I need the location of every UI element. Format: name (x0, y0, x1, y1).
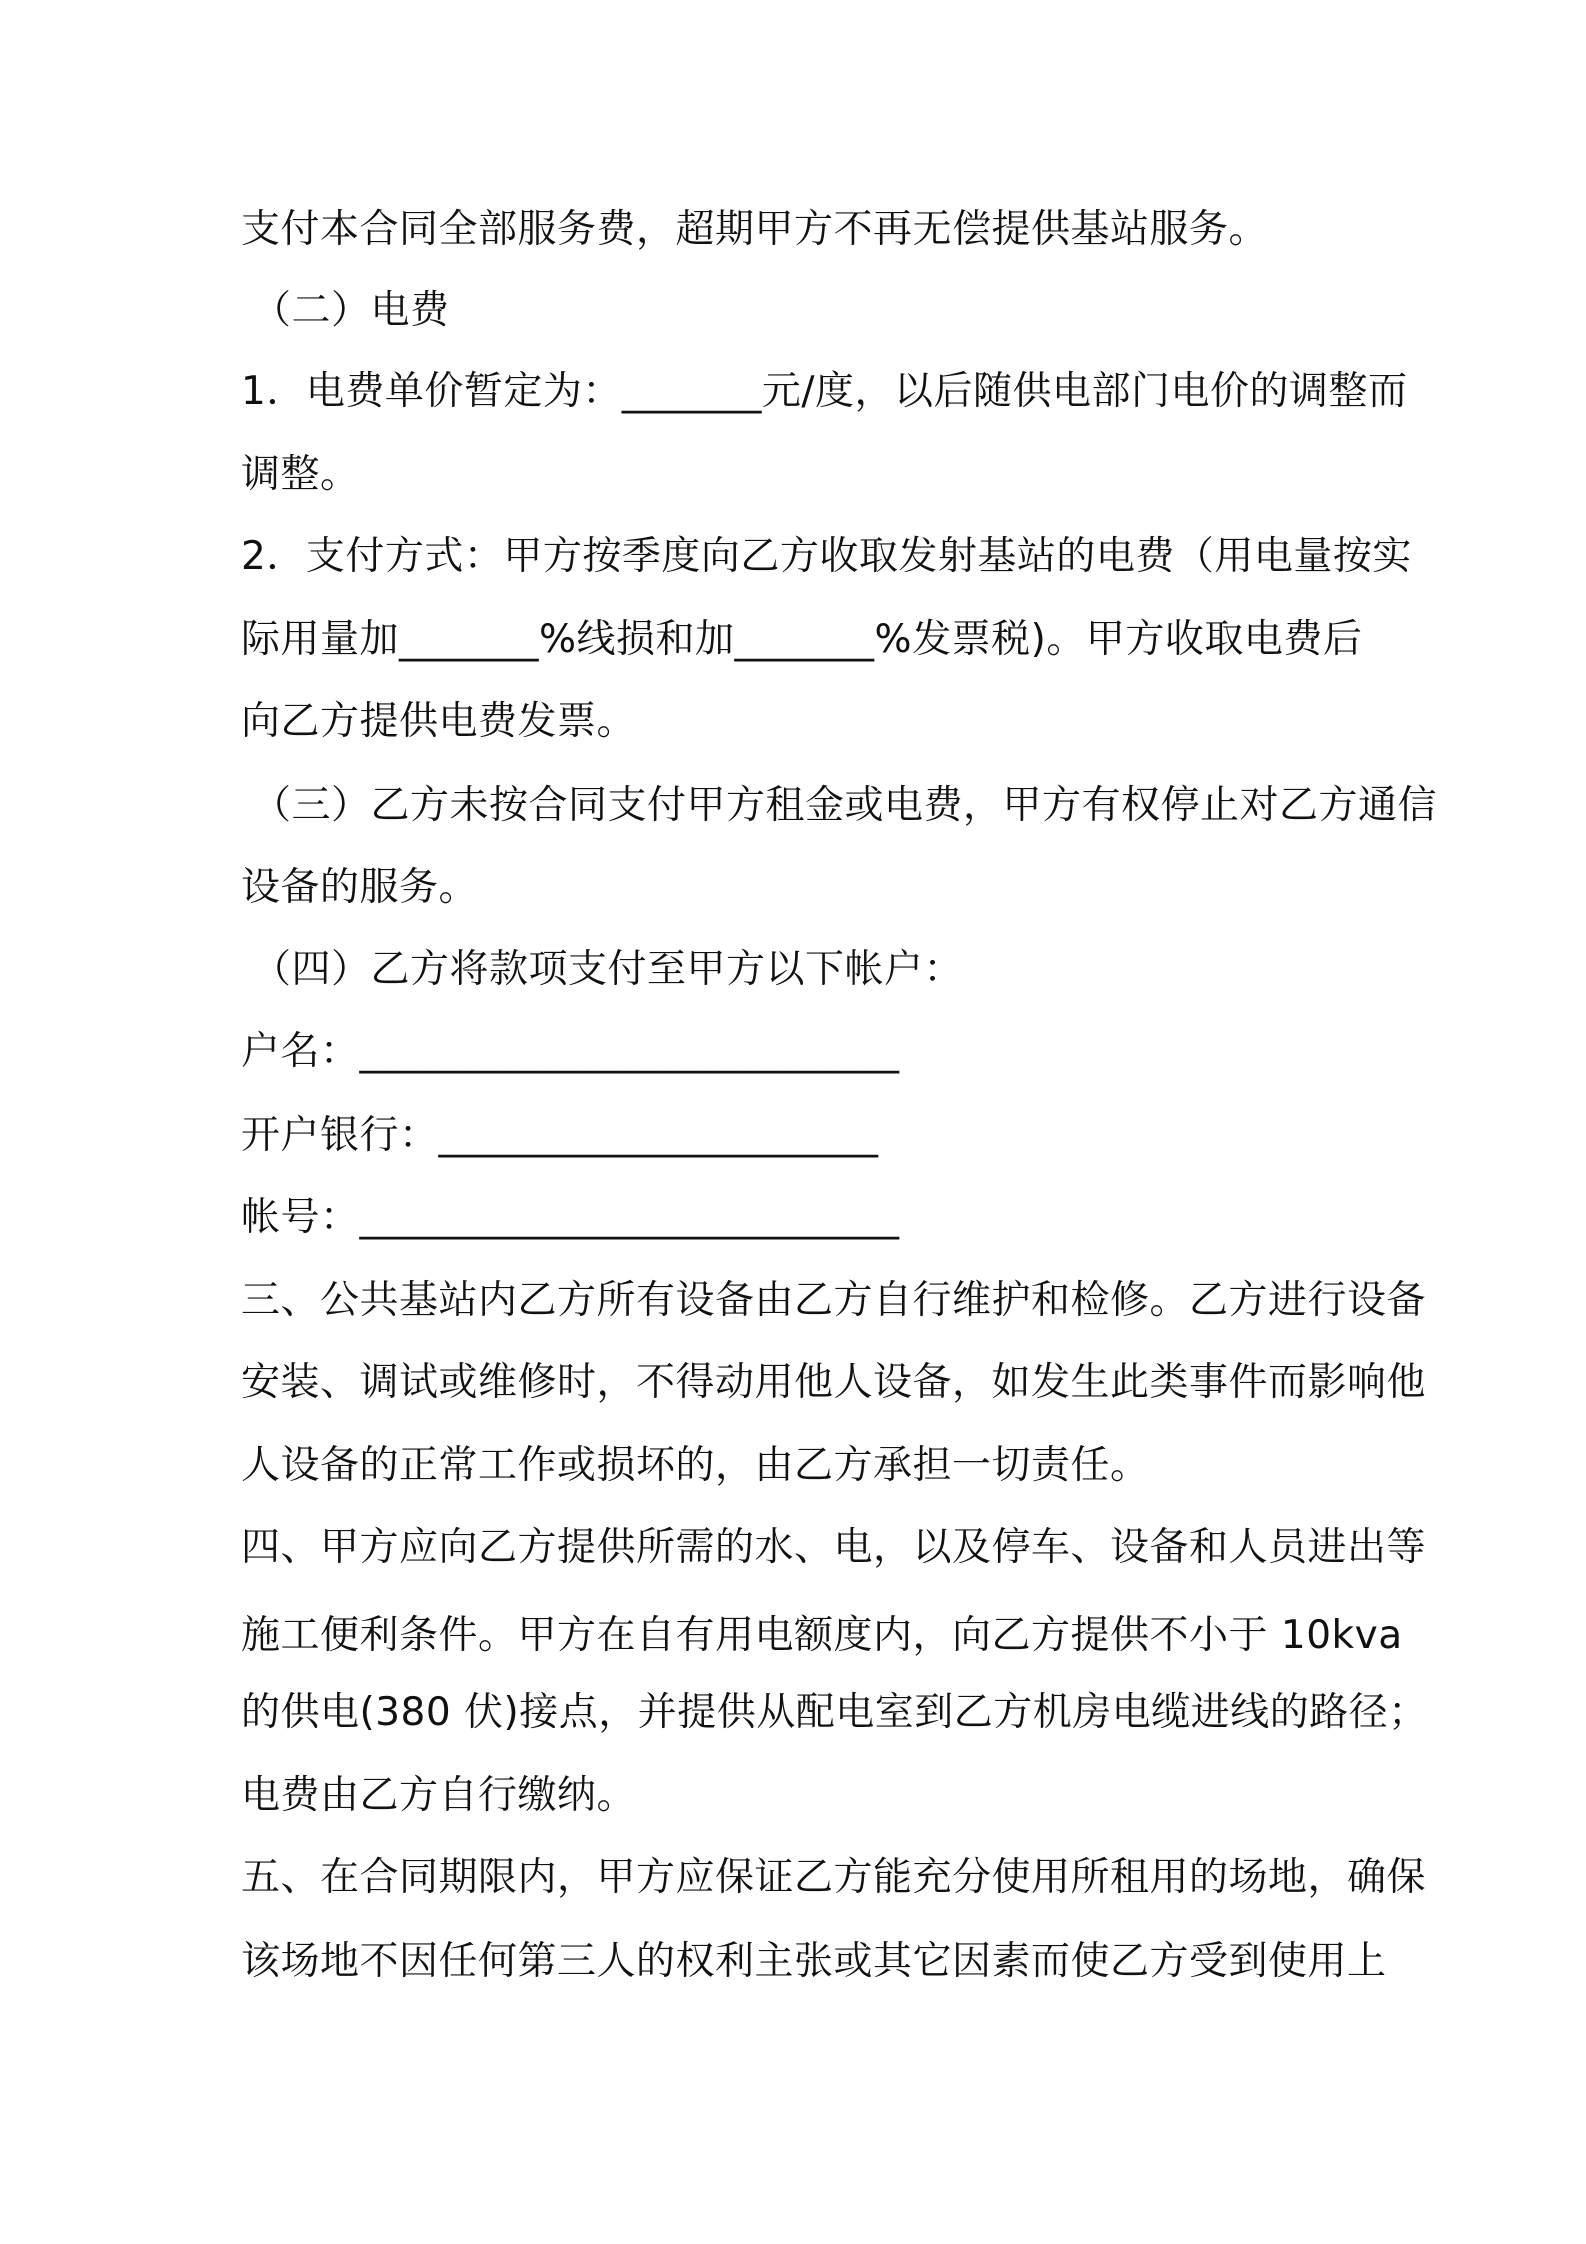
text-line: 四、甲方应向乙方提供所需的水、电，以及停车、设备和人员进出等 (241, 1525, 1427, 1570)
text-line: 三、公共基站内乙方所有设备由乙方自行维护和检修。乙方进行设备 (241, 1278, 1427, 1323)
section-heading: （二）电费 (252, 288, 450, 333)
text-line: 2．支付方式：甲方按季度向乙方收取发射基站的电费（用电量按实 (241, 534, 1412, 579)
text-line: 该场地不因任何第三人的权利主张或其它因素而使乙方受到使用上 (241, 1939, 1387, 1984)
text-line: 调整。 (241, 452, 360, 497)
text-line: 电费由乙方自行缴纳。 (241, 1773, 637, 1818)
bank-line: 开户银行：______________________ (241, 1113, 879, 1158)
text-line: 设备的服务。 (241, 865, 479, 910)
text-line: （三）乙方未按合同支付甲方租金或电费，甲方有权停止对乙方通信 (252, 783, 1438, 828)
account-name-line: 户名：___________________________ (241, 1029, 900, 1074)
text-line: 安装、调试或维修时，不得动用他人设备，如发生此类事件而影响他 (241, 1360, 1427, 1405)
text-line: （四）乙方将款项支付至甲方以下帐户： (252, 947, 964, 992)
text-line: 的供电(380 伏)接点，并提供从配电室到乙方机房电缆进线的路径； (241, 1690, 1428, 1735)
text-line: 五、在合同期限内，甲方应保证乙方能充分使用所租用的场地，确保 (241, 1855, 1427, 1900)
text-line: 1．电费单价暂定为：_______元/度，以后随供电部门电价的调整而 (241, 369, 1408, 414)
text-line: 际用量加_______%线损和加_______%发票税)。甲方收取电费后 (241, 617, 1363, 662)
text-line: 支付本合同全部服务费，超期甲方不再无偿提供基站服务。 (241, 207, 1269, 252)
text-line: 人设备的正常工作或损坏的，由乙方承担一切责任。 (241, 1443, 1150, 1488)
account-number-line: 帐号：___________________________ (241, 1195, 900, 1240)
text-line: 施工便利条件。甲方在自有用电额度内，向乙方提供不小于 10kva (241, 1613, 1403, 1658)
text-line: 向乙方提供电费发票。 (241, 699, 637, 744)
